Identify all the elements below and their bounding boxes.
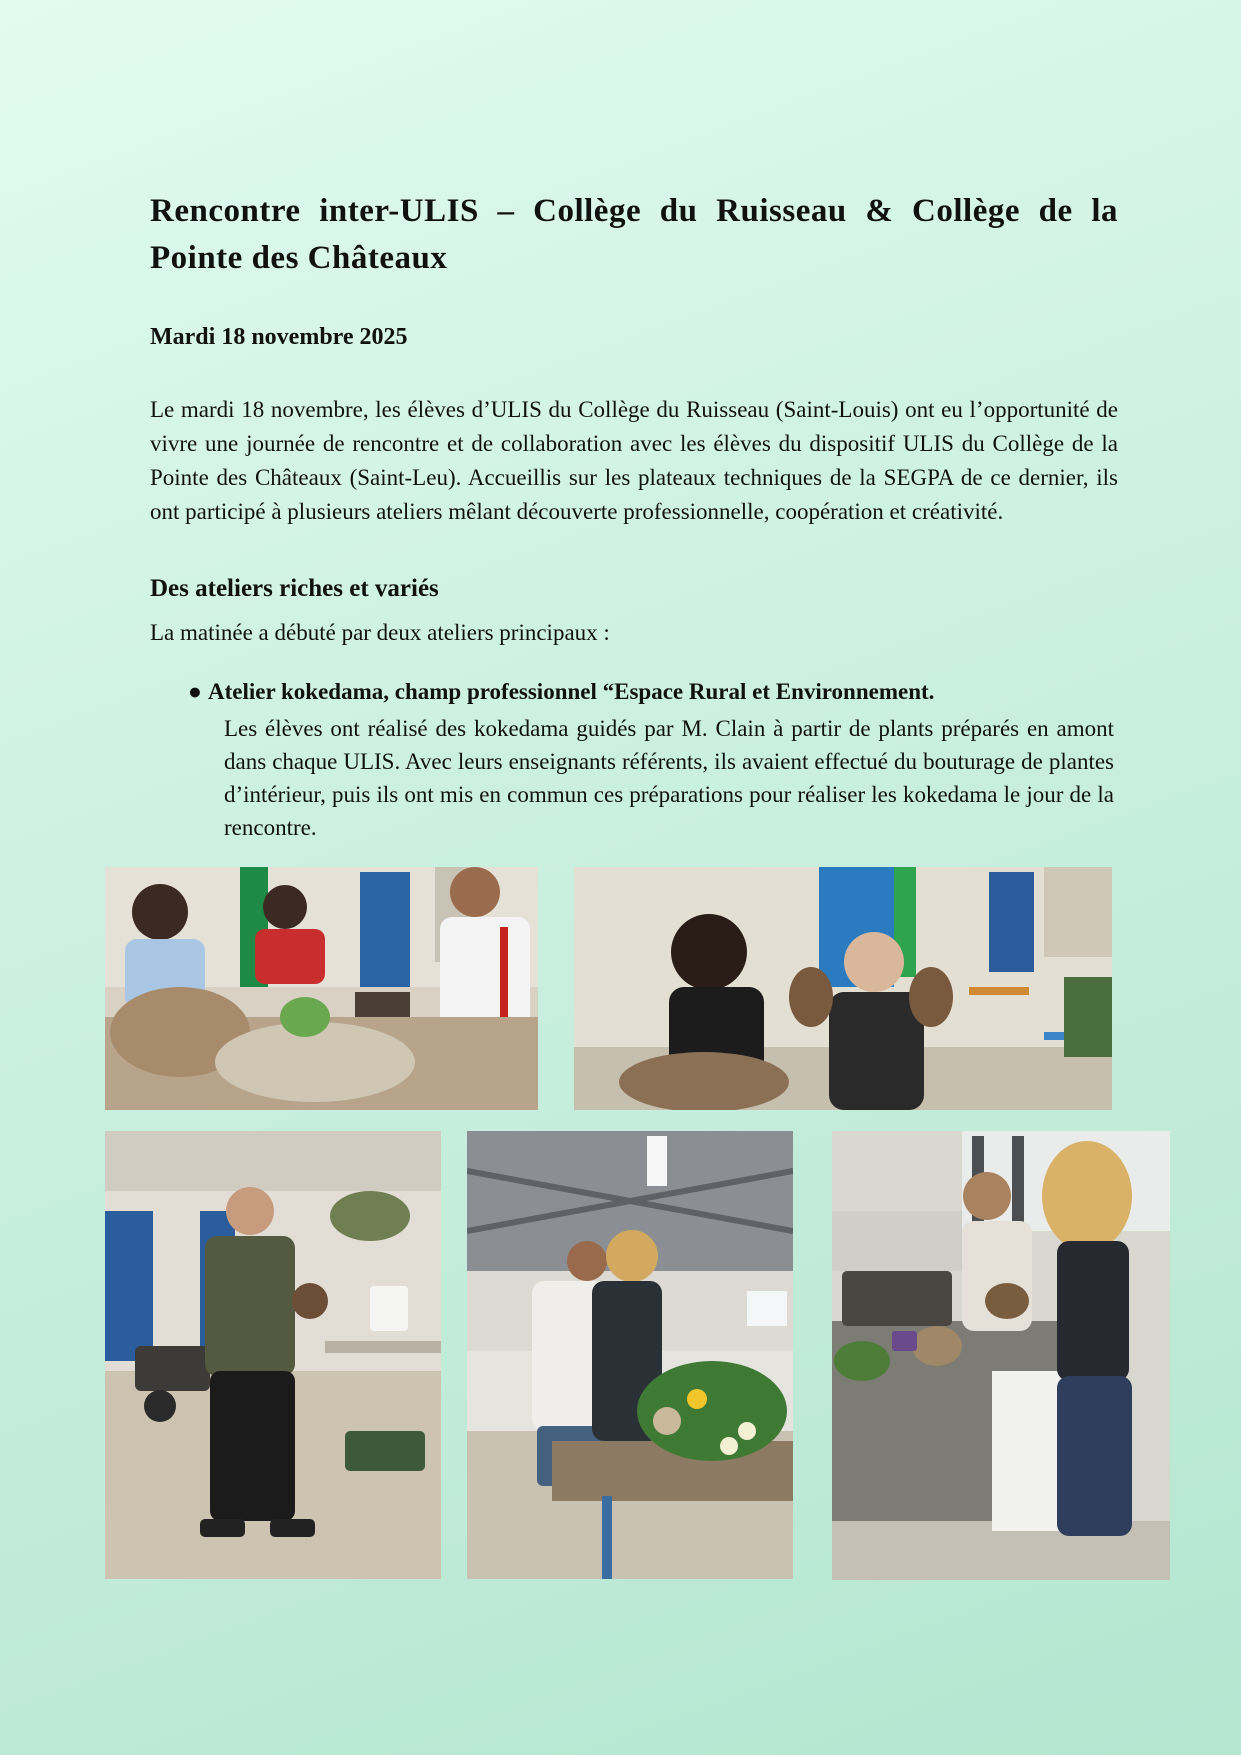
lead-paragraph: La matinée a débuté par deux ateliers principaux : xyxy=(150,620,610,645)
article-date: Mardi 18 novembre 2025 xyxy=(150,324,408,350)
intro-paragraph: Le mardi 18 novembre, les élèves d’ULIS du Collège du Ruisseau (Saint-Louis) ont eu l’opportunité de vivre une journée de rencontre et de collaboration avec les élèves du dispositif ULIS du Collège de la Pointe des Châteaux (Saint-Leu). Accueillis sur les plateaux techniques de la SEGPA de ce dernier, ils ont participé à plusieurs ateliers mêlant découverte professionnelle, coopération et créativité. xyxy=(150,397,1118,524)
photo-workshop-flowers xyxy=(467,1131,793,1579)
photo-students-moss xyxy=(105,867,538,1110)
section-heading: Des ateliers riches et variés xyxy=(150,575,439,602)
photo-boy-kokedama xyxy=(105,1131,441,1579)
photo-girls-hands xyxy=(574,867,1112,1110)
bullet-item xyxy=(188,679,1138,705)
photo-teacher-helping xyxy=(832,1131,1170,1580)
article-title: Rencontre inter-ULIS – Collège du Ruisseau & Collège de la Pointe des Châteaux xyxy=(150,193,1118,276)
bullet-body: Les élèves ont réalisé des kokedama guidés par M. Clain à partir de plants préparés en amont dans chaque ULIS. Avec leurs enseignants référents, ils avaient effectué du bouturage de plantes d’intérieur, puis ils ont mis en commun ces préparations pour réaliser les kokedama le jour de la rencontre. xyxy=(224,716,1114,840)
bullet-marker: ● xyxy=(188,679,202,704)
bullet-heading: Atelier kokedama, champ professionnel “Espace Rural et Environnement. xyxy=(208,679,935,704)
